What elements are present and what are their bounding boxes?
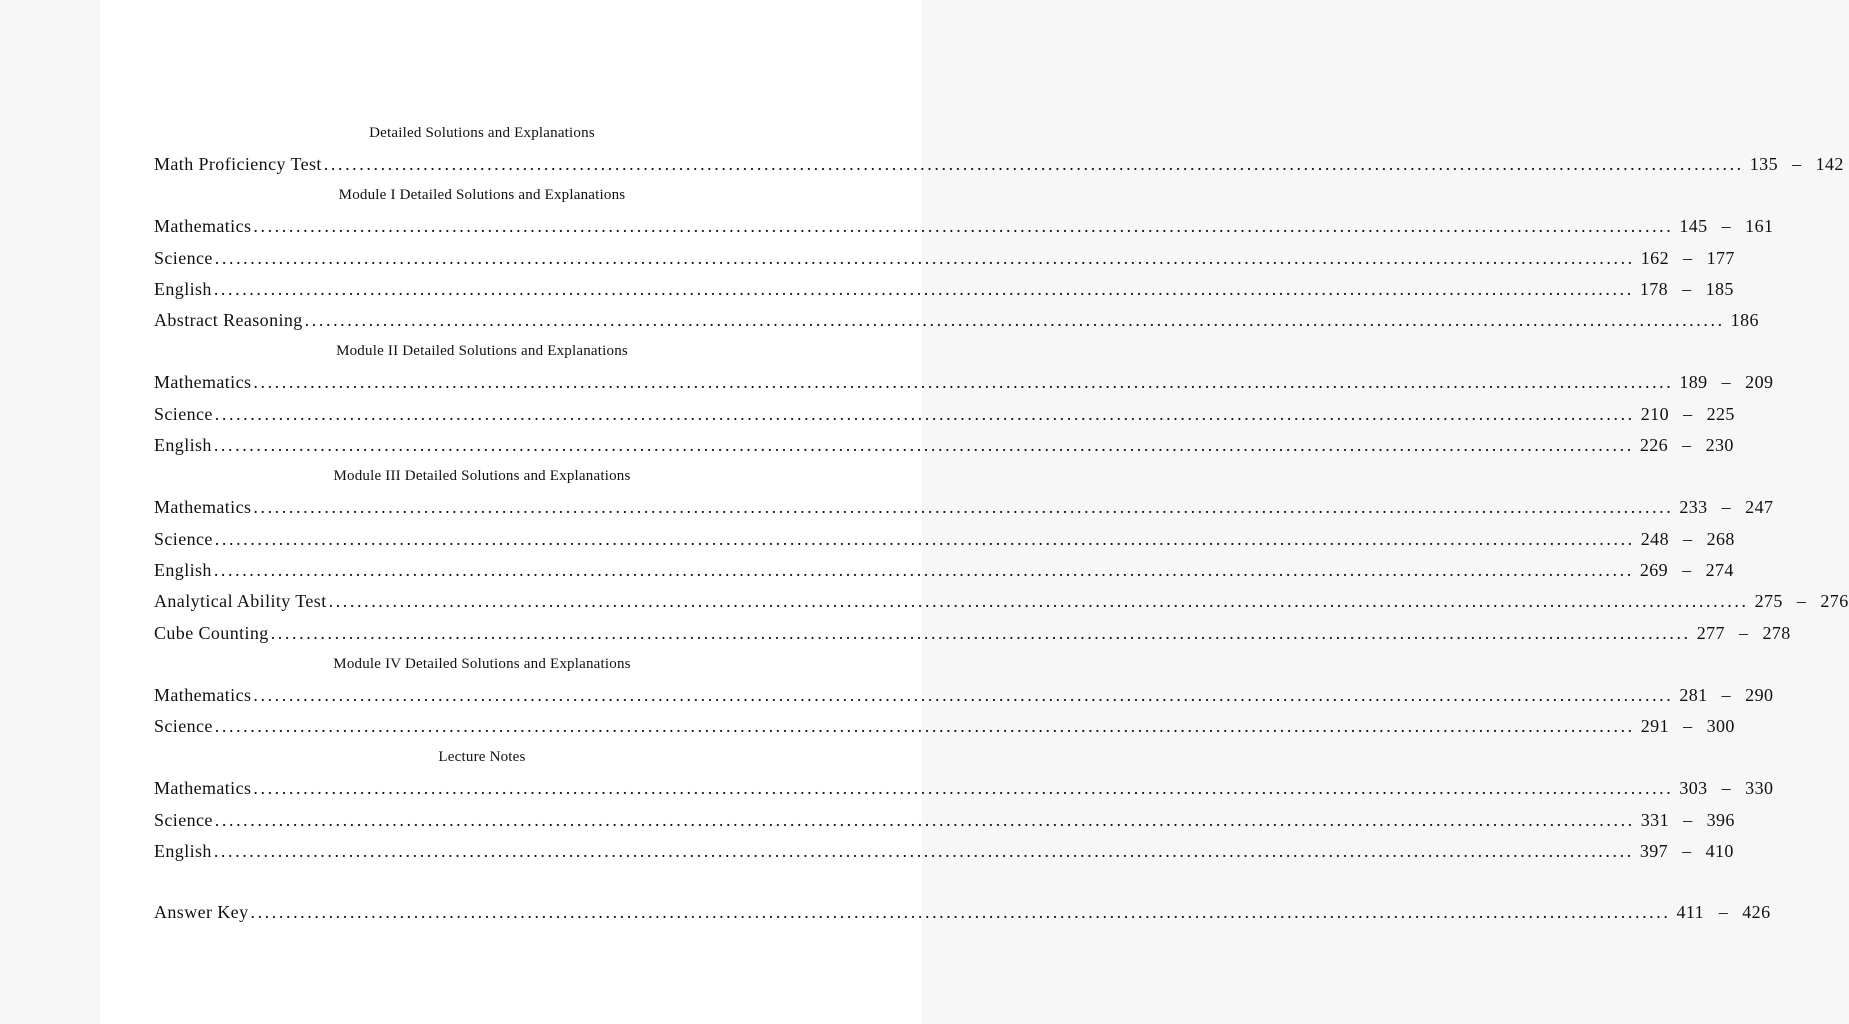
toc-entry[interactable] [154, 618, 1791, 649]
end-page: 330 [1745, 778, 1774, 799]
range-dash: – [1683, 403, 1693, 424]
entry-title: Mathematics [154, 684, 252, 705]
toc-entry[interactable] [154, 897, 1771, 928]
toc-entry[interactable] [154, 586, 1849, 617]
start-page: 331 [1640, 809, 1669, 830]
dot-leader: ........................................................................................................................................................................................................ [253, 497, 1674, 518]
section-heading: Module IV Detailed Solutions and Explanations [333, 655, 631, 672]
dot-leader: ........................................................................................................................................................................................................ [213, 435, 1634, 456]
dot-leader: ........................................................................................................................................................................................................ [250, 902, 1671, 923]
entry-title: Science [154, 528, 213, 549]
start-page: 291 [1640, 716, 1669, 737]
dot-leader: ........................................................................................................................................................................................................ [253, 684, 1674, 705]
entry-title: Answer Key [154, 902, 249, 923]
start-page: 145 [1679, 216, 1708, 237]
toc-entry[interactable] [154, 430, 1734, 461]
section-heading: Module I Detailed Solutions and Explanations [338, 187, 626, 204]
end-page: 276 [1820, 591, 1849, 612]
page-range [1755, 586, 1849, 617]
start-page: 210 [1640, 403, 1669, 424]
dot-leader: ........................................................................................................................................................................................................ [214, 403, 1635, 424]
entry-title: English [154, 559, 212, 580]
start-page: 233 [1679, 497, 1708, 518]
dot-leader: ........................................................................................................................................................................................................ [270, 622, 1691, 643]
dot-leader: ........................................................................................................................................................................................................ [213, 559, 1634, 580]
toc-entry[interactable] [154, 243, 1735, 274]
range-dash: – [1721, 684, 1732, 705]
toc-entry[interactable] [154, 367, 1774, 398]
dot-leader: ........................................................................................................................................................................................................ [214, 809, 1635, 830]
entry-title: Mathematics [154, 497, 252, 518]
start-page: 275 [1754, 591, 1783, 612]
toc-entry[interactable] [154, 680, 1774, 711]
toc-entry[interactable] [154, 805, 1735, 836]
range-dash: – [1683, 528, 1693, 549]
page-range [1641, 524, 1735, 555]
spacer [154, 867, 810, 897]
page-range [1679, 211, 1773, 242]
range-dash: – [1796, 591, 1807, 612]
entry-title: Science [154, 403, 213, 424]
end-page: 209 [1745, 372, 1774, 393]
range-dash: – [1683, 247, 1693, 268]
page-range [1640, 836, 1734, 867]
start-page: 226 [1639, 435, 1669, 456]
entry-title: Analytical Ability Test [154, 591, 327, 612]
section-heading: Module II Detailed Solutions and Explanations [336, 343, 628, 360]
range-dash: – [1682, 841, 1692, 862]
dot-leader: ........................................................................................................................................................................................................ [214, 247, 1635, 268]
entry-title: English [154, 841, 212, 862]
range-dash: – [1792, 154, 1802, 174]
end-page: 177 [1706, 247, 1735, 268]
page-range [1679, 367, 1773, 398]
dot-leader: ........................................................................................................................................................................................................ [214, 528, 1635, 549]
end-page: 426 [1742, 902, 1771, 923]
end-page: 225 [1706, 403, 1735, 424]
dot-leader: ........................................................................................................................................................................................................ [323, 154, 1744, 174]
toc-entry[interactable] [154, 773, 1774, 804]
toc-entry[interactable] [154, 555, 1734, 586]
toc-entry[interactable] [154, 524, 1735, 555]
dot-leader: ........................................................................................................................................................................................................ [214, 716, 1635, 737]
entry-title: English [154, 435, 212, 456]
end-page: 274 [1705, 559, 1734, 580]
start-page: 248 [1640, 528, 1669, 549]
section-heading: Detailed Solutions and Explanations [369, 125, 595, 141]
range-dash: – [1718, 902, 1729, 923]
end-page: 230 [1705, 435, 1734, 456]
range-dash: – [1682, 278, 1692, 299]
end-page: 161 [1745, 216, 1774, 237]
page-range [1641, 805, 1735, 836]
entry-title: Science [154, 716, 213, 737]
end-page: 142 [1815, 154, 1844, 174]
start-page: 411 [1676, 902, 1705, 923]
start-page: 162 [1640, 247, 1669, 268]
entry-title: Mathematics [154, 778, 252, 799]
page-range [1679, 773, 1773, 804]
end-page: 300 [1706, 716, 1735, 737]
dot-leader: ........................................................................................................................................................................................................ [304, 310, 1725, 331]
dot-leader: ........................................................................................................................................................................................................ [213, 841, 1634, 862]
page-range [1679, 492, 1773, 523]
start-page: 135 [1749, 154, 1778, 174]
page-range [1640, 274, 1734, 305]
start-page: 303 [1679, 778, 1708, 799]
start-page: 186 [1730, 310, 1759, 331]
entry-title: Math Proficiency Test [154, 154, 322, 174]
page-range [1641, 399, 1735, 430]
page-range [1641, 243, 1735, 274]
entry-title: Abstract Reasoning [154, 310, 303, 331]
start-page: 277 [1696, 622, 1725, 643]
range-dash: – [1683, 716, 1693, 737]
entry-title: Science [154, 809, 213, 830]
toc-entry[interactable] [154, 149, 1844, 180]
page-range [1731, 305, 1769, 336]
end-page: 268 [1706, 528, 1735, 549]
toc-entry[interactable] [154, 274, 1734, 305]
entry-title: Mathematics [154, 216, 252, 237]
end-page: 247 [1745, 497, 1774, 518]
entry-title: English [154, 278, 212, 299]
toc-entry[interactable] [154, 836, 1734, 867]
entry-title: Science [154, 247, 213, 268]
end-page: 396 [1706, 809, 1735, 830]
range-dash: – [1682, 435, 1692, 456]
page-range [1640, 430, 1734, 461]
document-page [100, 0, 1849, 1024]
toc-entry[interactable] [154, 711, 1735, 742]
entry-title: Cube Counting [154, 622, 269, 643]
page-range [1679, 680, 1773, 711]
range-dash: – [1721, 778, 1732, 799]
dot-leader: ........................................................................................................................................................................................................ [253, 778, 1674, 799]
entry-title: Mathematics [154, 372, 252, 393]
start-page: 397 [1639, 841, 1669, 862]
dot-leader: ........................................................................................................................................................................................................ [213, 278, 1634, 299]
dot-leader: ........................................................................................................................................................................................................ [253, 216, 1674, 237]
page-range [1750, 149, 1844, 180]
toc-entry[interactable] [154, 211, 1774, 242]
range-dash: – [1721, 216, 1732, 237]
start-page: 269 [1639, 559, 1669, 580]
range-dash: – [1682, 559, 1692, 580]
start-page: 189 [1679, 372, 1708, 393]
range-dash: – [1721, 497, 1732, 518]
page-range [1676, 897, 1770, 928]
toc-entry[interactable] [154, 305, 1759, 336]
end-page: 185 [1705, 278, 1734, 299]
toc-entry[interactable] [154, 399, 1735, 430]
end-page: 290 [1745, 684, 1774, 705]
end-page: 410 [1705, 841, 1734, 862]
section-heading: Lecture Notes [438, 749, 526, 766]
table-of-contents [154, 118, 1849, 929]
page-range [1640, 555, 1734, 586]
section-heading: Module III Detailed Solutions and Explanations [333, 468, 631, 485]
end-page: 278 [1762, 622, 1791, 643]
start-page: 178 [1639, 278, 1669, 299]
start-page: 281 [1679, 684, 1708, 705]
dot-leader: ........................................................................................................................................................................................................ [328, 591, 1749, 612]
range-dash: – [1683, 809, 1693, 830]
page-range [1697, 618, 1791, 649]
range-dash: – [1739, 622, 1749, 643]
range-dash: – [1721, 372, 1732, 393]
toc-entry[interactable] [154, 492, 1774, 523]
page-range [1641, 711, 1735, 742]
dot-leader: ........................................................................................................................................................................................................ [253, 372, 1674, 393]
